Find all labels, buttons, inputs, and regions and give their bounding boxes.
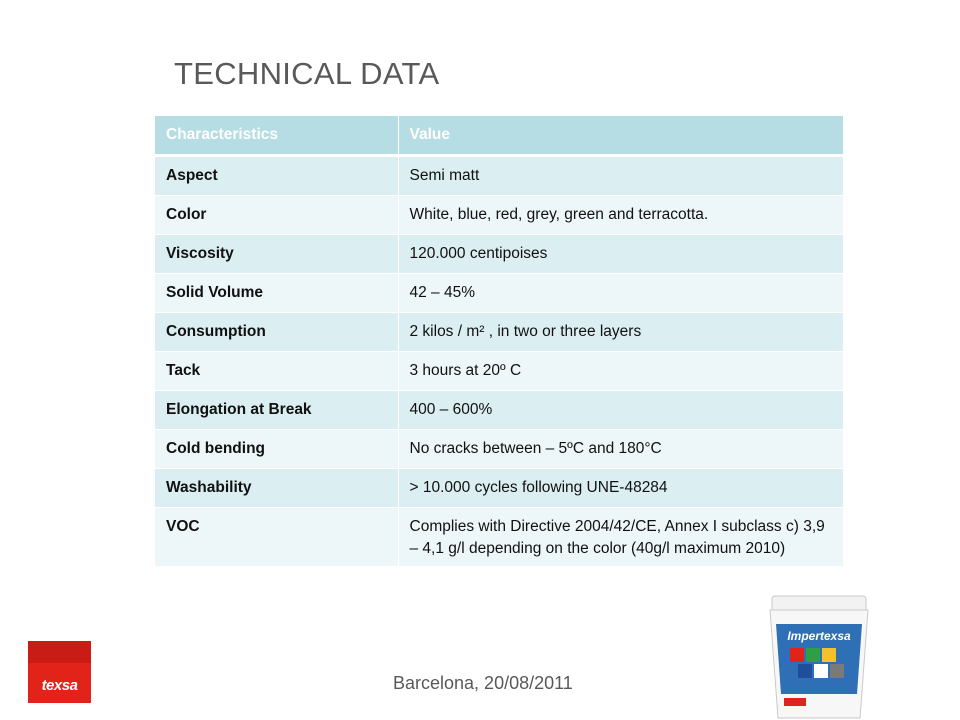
texsa-logo xyxy=(28,641,91,703)
row-label: Solid Volume xyxy=(155,274,398,313)
row-value: 2 kilos / m² , in two or three layers xyxy=(398,313,843,352)
column-header-value: Value xyxy=(398,116,843,156)
row-label: Tack xyxy=(155,352,398,391)
column-header-characteristics: Characteristics xyxy=(155,116,398,156)
table-row xyxy=(155,196,843,235)
table-row xyxy=(155,235,843,274)
row-label: Washability xyxy=(155,469,398,508)
table-row xyxy=(155,156,843,196)
row-label: Consumption xyxy=(155,313,398,352)
table-row xyxy=(155,274,843,313)
row-label: Aspect xyxy=(155,156,398,196)
table-row xyxy=(155,352,843,391)
paint-bucket-image xyxy=(760,590,878,720)
table-row xyxy=(155,469,843,508)
table-header-row xyxy=(155,116,843,156)
row-value: Complies with Directive 2004/42/CE, Annex I subclass c) 3,9 – 4,1 g/l depending on the color (40g/l maximum 2010) xyxy=(398,508,843,567)
table-row xyxy=(155,430,843,469)
row-value: 42 – 45% xyxy=(398,274,843,313)
product-brand-label: Impertexsa xyxy=(787,629,851,643)
slide-footer-date: Barcelona, 20/08/2011 xyxy=(393,673,573,693)
row-value: No cracks between – 5ºC and 180°C xyxy=(398,430,843,469)
row-label: VOC xyxy=(155,508,398,567)
row-label: Cold bending xyxy=(155,430,398,469)
logo-fold-shape xyxy=(28,641,91,663)
table-row xyxy=(155,508,843,567)
row-value: White, blue, red, grey, green and terracotta. xyxy=(398,196,843,235)
technical-data-table xyxy=(155,116,843,567)
row-value: Semi matt xyxy=(398,156,843,196)
row-value: > 10.000 cycles following UNE-48284 xyxy=(398,469,843,508)
table-row xyxy=(155,391,843,430)
row-value: 120.000 centipoises xyxy=(398,235,843,274)
logo-text: texsa xyxy=(41,677,78,694)
slide-title: TECHNICAL DATA xyxy=(174,56,440,91)
row-value: 3 hours at 20º C xyxy=(398,352,843,391)
row-label: Color xyxy=(155,196,398,235)
row-value: 400 – 600% xyxy=(398,391,843,430)
row-label: Viscosity xyxy=(155,235,398,274)
row-label: Elongation at Break xyxy=(155,391,398,430)
table-row xyxy=(155,313,843,352)
